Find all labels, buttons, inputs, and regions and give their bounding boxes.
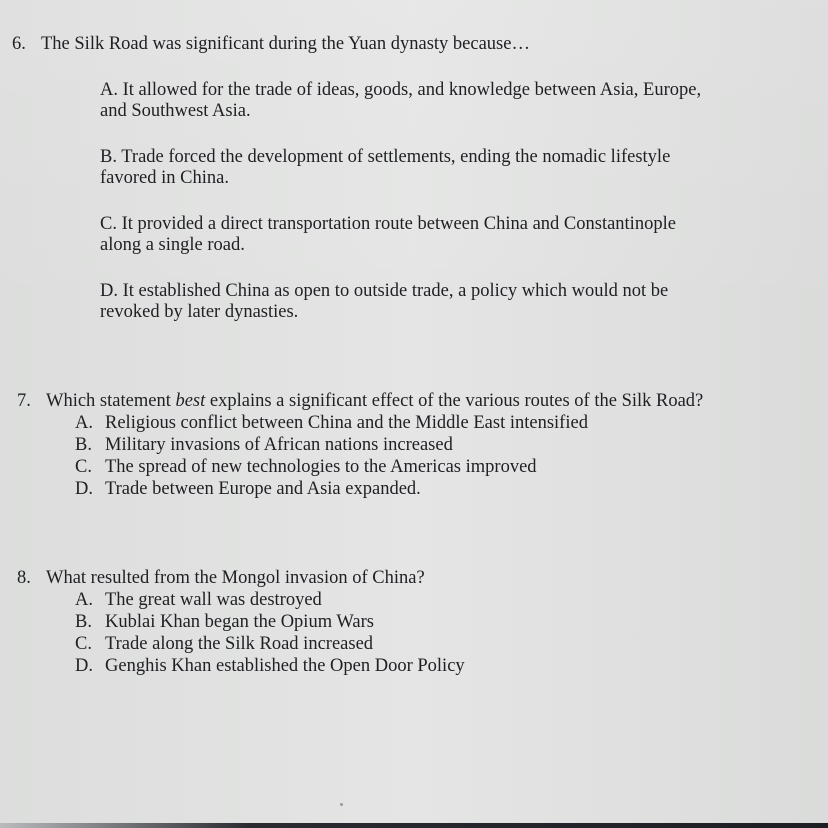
question-6-option-a bbox=[100, 80, 740, 122]
question-8 bbox=[17, 567, 425, 589]
option-line: favored in China. bbox=[100, 168, 229, 188]
question-text-start: Which statement bbox=[46, 391, 176, 411]
question-7 bbox=[17, 390, 703, 412]
question-8-options bbox=[75, 589, 465, 677]
option-text: Military invasions of African nations increased bbox=[105, 435, 453, 455]
option-b bbox=[75, 434, 588, 456]
option-letter: B. bbox=[75, 435, 92, 455]
option-line: C. It provided a direct transportation route between China and Constantinople bbox=[100, 214, 676, 234]
question-number: 7. bbox=[17, 391, 31, 411]
option-text: Kublai Khan began the Opium Wars bbox=[105, 612, 374, 632]
option-letter: C. bbox=[75, 634, 92, 654]
option-line: and Southwest Asia. bbox=[100, 101, 251, 121]
option-letter: D. bbox=[75, 656, 93, 676]
option-c bbox=[75, 456, 588, 478]
option-line: revoked by later dynasties. bbox=[100, 302, 299, 322]
question-6-option-b bbox=[100, 147, 740, 189]
option-line: D. It established China as open to outside trade, a policy which would not be bbox=[100, 281, 669, 301]
question-6-option-d bbox=[100, 281, 740, 323]
option-line: along a single road. bbox=[100, 235, 245, 255]
option-letter: C. bbox=[75, 457, 92, 477]
option-text: Trade between Europe and Asia expanded. bbox=[105, 479, 421, 499]
option-text: The spread of new technologies to the Americas improved bbox=[105, 457, 537, 477]
option-b bbox=[75, 611, 465, 633]
question-6 bbox=[12, 33, 530, 55]
question-text: What resulted from the Mongol invasion of China? bbox=[46, 568, 425, 588]
option-letter: B. bbox=[75, 612, 92, 632]
option-letter: A. bbox=[75, 590, 93, 610]
question-7-prompt bbox=[17, 390, 703, 412]
option-a bbox=[75, 589, 465, 611]
question-7-options bbox=[75, 412, 588, 500]
question-text-end: explains a significant effect of the various routes of the Silk Road? bbox=[205, 391, 704, 411]
question-6-option-c bbox=[100, 214, 740, 256]
mouse-cursor-dot bbox=[340, 803, 343, 806]
option-d bbox=[75, 478, 588, 500]
option-a bbox=[75, 412, 588, 434]
option-line: B. Trade forced the development of settlements, ending the nomadic lifestyle bbox=[100, 147, 671, 167]
option-d bbox=[75, 655, 465, 677]
option-letter: D. bbox=[75, 479, 93, 499]
question-text: The Silk Road was significant during the Yuan dynasty because… bbox=[41, 34, 530, 54]
question-number: 6. bbox=[12, 34, 26, 54]
question-8-prompt bbox=[17, 567, 425, 589]
option-text: The great wall was destroyed bbox=[105, 590, 322, 610]
option-text: Trade along the Silk Road increased bbox=[105, 634, 374, 654]
option-text: Religious conflict between China and the Middle East intensified bbox=[105, 413, 588, 433]
option-c bbox=[75, 633, 465, 655]
option-text: Genghis Khan established the Open Door Policy bbox=[105, 656, 465, 676]
screen-bottom-edge bbox=[0, 823, 828, 828]
question-text-emphasis: best bbox=[175, 391, 206, 411]
option-letter: A. bbox=[75, 413, 93, 433]
question-number: 8. bbox=[17, 568, 31, 588]
option-line: A. It allowed for the trade of ideas, goods, and knowledge between Asia, Europe, bbox=[100, 80, 702, 100]
question-6-prompt bbox=[12, 33, 530, 55]
